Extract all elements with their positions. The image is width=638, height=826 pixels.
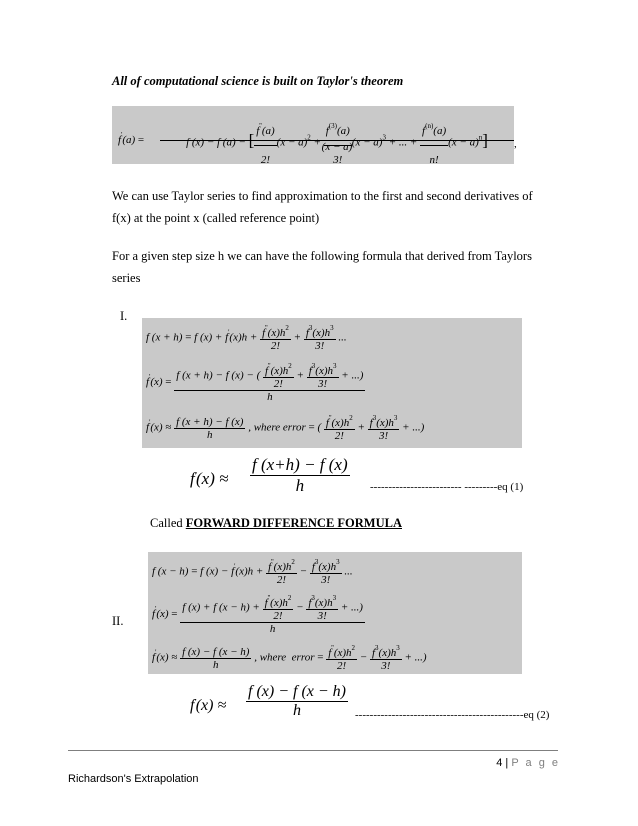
- section-heading: All of computational science is built on Taylor's theorem: [112, 74, 404, 88]
- backward-taylor-expansion: f (x − h) = f (x) − f'(x)h + $\frac{f''(x)h^2}{2!}$ − $\frac{f^3(x)h^3}{3!}$ ...: [152, 558, 353, 586]
- footer-document-title: Richardson's Extrapolation: [68, 773, 199, 785]
- backward-derivation-box: [148, 552, 522, 674]
- eq1-label: ------------------------- ---------eq (1): [370, 481, 524, 493]
- page-number: [496, 757, 560, 769]
- page-word: P a g e: [511, 757, 560, 769]
- forward-derivation-box: [142, 318, 522, 448]
- called-caption: [150, 516, 402, 531]
- forward-derivative-approx-error: f'(x) ≈ $\frac{f (x + h) - f (x)}{h}$ , where error = ( $\frac{f''(x)h^2}{2!}$ + $\frac{f^3(x)h^3}{3!}$ + ...): [146, 414, 425, 442]
- forward-difference-title: FORWARD DIFFERENCE FORMULA: [185, 516, 402, 530]
- backward-derivative-approx-error: f'(x) ≈ $\frac{f (x) - f (x - h)}{h}$ , where error = $\frac{f''(x)h^2}{2!}$ − $\frac{f^3(x)h^3}{3!}$ + ...): [152, 644, 427, 672]
- section-label-ii: II.: [112, 614, 124, 628]
- page-separator: |: [502, 757, 512, 769]
- page-number-value: 4: [496, 757, 503, 769]
- backward-derivative-exact: f'(x) = f (x) + f (x − h) + $\frac{f''(x)h^2}{2!}$ − $\frac{f^3(x)h^3}{3!}$ + ...) h: [152, 594, 363, 635]
- forward-derivative-exact: f'(x) = f (x + h) − f (x) − ( $\frac{f''(x)h^2}{2!}$ + $\frac{f^3(x)h^3}{3!}$ + ...) h: [146, 362, 364, 403]
- paragraph-taylor-usage: We can use Taylor series to find approximation to the first and second derivatives of f(x) at the point x (called reference point): [112, 189, 533, 225]
- forward-taylor-expansion: f (x + h) = f (x) + f'(x)h + $\frac{f''(x)h^2}{2!}$ + $\frac{f^3(x)h^3}{3!}$ ...: [146, 324, 347, 352]
- called-prefix: Called: [150, 516, 186, 530]
- taylor-theorem-box: f'(a) = f (x) − f (a) − [ $\frac{f''(a)}{2!}$ $(x - a)^2$ + $\frac{f^{(3)}(a)}{3!}$ $(x - a)^3$ + ... + $\frac{f^{(n)}(a)}{n!}$ $(x - a)^n$] (x − a) ,: [112, 106, 514, 164]
- section-label-i: I.: [120, 309, 128, 323]
- footer-divider: [68, 750, 558, 751]
- eq2-label: ----------------------------------------------eq (2): [355, 709, 550, 721]
- paragraph-step-size: For a given step size h we can have the following formula that derived from Taylors series: [112, 249, 532, 285]
